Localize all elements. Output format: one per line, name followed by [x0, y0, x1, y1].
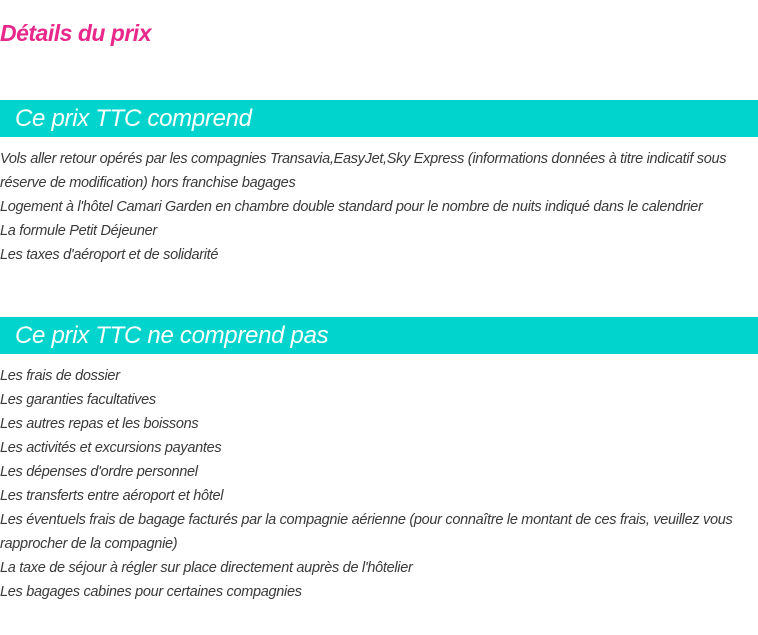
excluded-item: Les transferts entre aéroport et hôtel	[0, 488, 224, 504]
excluded-heading: Ce prix TTC ne comprend pas	[0, 317, 758, 354]
excluded-item: Les éventuels frais de bagage facturés par la compagnie aérienne (pour connaître le montant de ces frais, veuillez vous rapprocher de la compagnie)	[0, 512, 733, 552]
included-item: La formule Petit Déjeuner	[0, 223, 157, 239]
included-item: Logement à l'hôtel Camari Garden en chambre double standard pour le nombre de nuits indiqué dans le calendrier	[0, 199, 703, 215]
excluded-section	[0, 317, 758, 604]
excluded-list	[0, 364, 758, 604]
included-list	[0, 147, 758, 267]
excluded-item: Les frais de dossier	[0, 368, 120, 384]
included-heading: Ce prix TTC comprend	[0, 100, 758, 137]
page-title: Détails du prix	[0, 20, 151, 46]
excluded-item: La taxe de séjour à régler sur place directement auprès de l'hôtelier	[0, 560, 413, 576]
included-section	[0, 100, 758, 267]
included-item: Vols aller retour opérés par les compagnies Transavia,EasyJet,Sky Express (informations données à titre indicatif sous réserve de modification) hors franchise bagages	[0, 151, 727, 191]
excluded-item: Les dépenses d'ordre personnel	[0, 464, 198, 480]
excluded-item: Les autres repas et les boissons	[0, 416, 199, 432]
excluded-item: Les bagages cabines pour certaines compagnies	[0, 584, 302, 600]
excluded-item: Les garanties facultatives	[0, 392, 156, 408]
excluded-item: Les activités et excursions payantes	[0, 440, 222, 456]
included-item: Les taxes d'aéroport et de solidarité	[0, 247, 219, 263]
